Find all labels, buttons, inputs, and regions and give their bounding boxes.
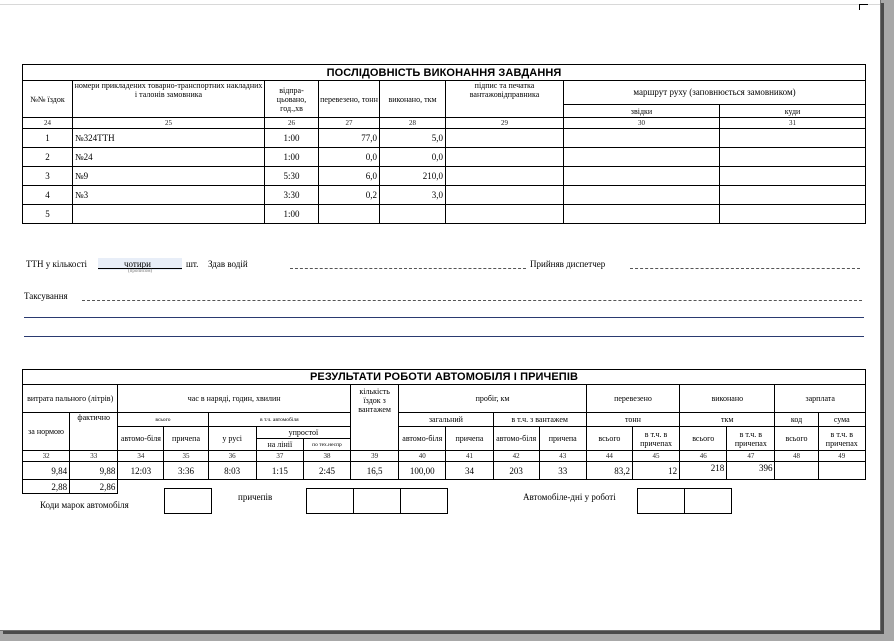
doc-number[interactable] — [73, 205, 265, 224]
crop-mark — [859, 4, 868, 10]
fuel-norm-value[interactable]: 9,84 — [23, 462, 70, 480]
doc-number[interactable]: №324ТТН — [73, 129, 265, 148]
trailer-code-box-2[interactable] — [353, 488, 401, 514]
hdr-tkm: ткм — [680, 413, 775, 427]
to-cell[interactable] — [720, 167, 866, 186]
trailer-code-box-1[interactable] — [306, 488, 354, 514]
loaded-trailer-value[interactable]: 33 — [539, 462, 586, 480]
doc-number[interactable]: №9 — [73, 167, 265, 186]
col-num: 49 — [818, 451, 865, 462]
fuel-fact-value-2[interactable]: 2,86 — [70, 480, 118, 494]
doc-number[interactable]: №3 — [73, 186, 265, 205]
car-days-label: Автомобіле-дні у роботі — [523, 492, 616, 502]
col-num: 46 — [680, 451, 727, 462]
tkm-value[interactable] — [380, 205, 446, 224]
hdr-worked: відпра-цьовано, год.,хв — [265, 81, 319, 118]
ttn-count-value[interactable]: чотири — [124, 259, 151, 269]
pcs-label: шт. — [186, 259, 199, 269]
loaded-car-value[interactable]: 203 — [493, 462, 539, 480]
from-cell[interactable] — [564, 186, 720, 205]
from-cell[interactable] — [564, 167, 720, 186]
tons-incl-value[interactable]: 12 — [632, 462, 679, 480]
to-cell[interactable] — [720, 186, 866, 205]
hdr-transported: перевезено, тонн — [319, 81, 380, 118]
col-num: 29 — [446, 118, 564, 129]
col-num: 25 — [73, 118, 265, 129]
mileage-trailer-value[interactable]: 34 — [446, 462, 493, 480]
code-value[interactable] — [775, 462, 818, 480]
trip-number: 2 — [23, 148, 73, 167]
dispatcher-label: Прийняв диспетчер — [530, 259, 606, 269]
taxing-line-3[interactable] — [24, 336, 864, 337]
hdr-moving: у русі — [208, 427, 256, 451]
time-trailer-value[interactable]: 3:36 — [164, 462, 208, 480]
car-days-box-2[interactable] — [684, 488, 732, 514]
hdr-trailer: причепа — [164, 427, 208, 451]
col-num: 40 — [399, 451, 446, 462]
table-row — [23, 186, 866, 205]
col-num: 32 — [23, 451, 70, 462]
results-table — [22, 369, 866, 494]
hdr-salary: зарплата — [775, 385, 866, 413]
hdr-done: виконано, ткм — [380, 81, 446, 118]
hdr-for-reasons: по тех.неспр — [303, 439, 350, 451]
moving-value[interactable]: 8:03 — [208, 462, 256, 480]
hdr-time-incl: в т.ч. автомобіля — [208, 413, 350, 427]
hdr-fuel-norm: за нормою — [23, 413, 70, 451]
col-num: 44 — [586, 451, 632, 462]
col-num: 36 — [208, 451, 256, 462]
table-row — [23, 129, 866, 148]
sign-cell[interactable] — [446, 205, 564, 224]
col-num: 48 — [775, 451, 818, 462]
col-num: 37 — [256, 451, 303, 462]
col-num: 41 — [446, 451, 493, 462]
sign-cell[interactable] — [446, 129, 564, 148]
taxing-line[interactable] — [82, 300, 862, 301]
from-cell[interactable] — [564, 148, 720, 167]
hdr-route: маршрут руху (заповнюється замовником) — [564, 81, 866, 105]
tkm-value[interactable]: 3,0 — [380, 186, 446, 205]
idle-line-value[interactable]: 1:15 — [256, 462, 303, 480]
col-num: 39 — [351, 451, 399, 462]
hdr-to: куди — [720, 105, 866, 118]
taxing-label: Таксування — [24, 291, 68, 301]
hdr-code-all: всього — [775, 427, 818, 451]
hdr-tkm-incl: в т.ч. в причепах — [727, 427, 775, 451]
driver-signature-line[interactable] — [290, 268, 526, 269]
hdr-time: час в наряді, годин, хвилин — [118, 385, 351, 413]
hdr-mileage-trailer: причепа — [446, 427, 493, 451]
hdr-car: автомо-біля — [118, 427, 164, 451]
ttn-count-label: ТТН у кількості — [26, 259, 88, 269]
col-num: 35 — [164, 451, 208, 462]
dispatcher-signature-line[interactable] — [630, 268, 860, 269]
fuel-fact-value[interactable]: 9,88 — [70, 462, 118, 480]
hdr-transported: перевезено — [586, 385, 679, 413]
trip-number: 3 — [23, 167, 73, 186]
hdr-docs: номери прикладених товарно-транспортних накладних і талонів замовника — [73, 81, 265, 118]
tkm-incl-value[interactable]: 396 — [727, 462, 775, 480]
hdr-code: код — [775, 413, 818, 427]
time-car-value[interactable]: 12:03 — [118, 462, 164, 480]
to-cell[interactable] — [720, 148, 866, 167]
worked-time[interactable]: 1:00 — [265, 148, 319, 167]
sign-cell[interactable] — [446, 167, 564, 186]
hdr-tons: тонн — [586, 413, 679, 427]
hdr-loaded-trailer: причепа — [539, 427, 586, 451]
hdr-fuel: витрата пального (літрів) — [23, 385, 118, 413]
col-num: 28 — [380, 118, 446, 129]
hdr-sign: підпис та печатка вантажовідправника — [446, 81, 564, 118]
task-sequence-table — [22, 64, 866, 224]
col-num: 33 — [70, 451, 118, 462]
table-row — [23, 148, 866, 167]
col-num: 24 — [23, 118, 73, 129]
from-cell[interactable] — [564, 205, 720, 224]
hdr-tons-all: всього — [586, 427, 632, 451]
hdr-sum: сума — [818, 413, 865, 427]
tkm-value[interactable]: 0,0 — [380, 148, 446, 167]
hdr-sum-incl: в т.ч. в причепах — [818, 427, 865, 451]
hdr-on-line: на лінії — [256, 439, 303, 451]
col-num: 34 — [118, 451, 164, 462]
col-number-row — [23, 451, 866, 462]
tons-all-value[interactable]: 83,2 — [586, 462, 632, 480]
trip-number: 4 — [23, 186, 73, 205]
trips-value[interactable]: 16,5 — [351, 462, 399, 480]
hdr-trips: кількість їздок з вантажем — [351, 385, 399, 451]
table-row — [23, 462, 866, 480]
col-num: 38 — [303, 451, 350, 462]
fuel-norm-value-2[interactable]: 2,88 — [23, 480, 70, 494]
tkm-all-value[interactable]: 218 — [680, 462, 727, 480]
hdr-fuel-fact: фактично — [70, 413, 118, 451]
worked-time[interactable]: 3:30 — [265, 186, 319, 205]
hdr-loaded: в т.ч. з вантажем — [493, 413, 586, 427]
hdr-mileage: пробіг, км — [399, 385, 587, 413]
trailers-label: причепів — [238, 492, 273, 502]
trip-number: 5 — [23, 205, 73, 224]
tons-value[interactable]: 77,0 — [319, 129, 380, 148]
car-days-box-1[interactable] — [637, 488, 685, 514]
col-num: 27 — [319, 118, 380, 129]
col-num: 30 — [564, 118, 720, 129]
from-cell[interactable] — [564, 129, 720, 148]
worked-time[interactable]: 5:30 — [265, 167, 319, 186]
hdr-done: виконано — [680, 385, 775, 413]
sign-cell[interactable] — [446, 148, 564, 167]
sum-value[interactable] — [818, 462, 865, 480]
col-num: 45 — [632, 451, 679, 462]
col-num: 42 — [493, 451, 539, 462]
col-number-row — [23, 118, 866, 129]
trailer-code-box-3[interactable] — [401, 488, 448, 514]
taxing-line-2[interactable] — [24, 317, 864, 318]
tons-value[interactable] — [319, 205, 380, 224]
sign-cell[interactable] — [446, 186, 564, 205]
hdr-mileage-car: автомо-біля — [399, 427, 446, 451]
top-border-line — [0, 4, 880, 5]
col-num: 43 — [539, 451, 586, 462]
codes-label: Коди марок автомобіля — [40, 500, 129, 510]
worked-time[interactable]: 1:00 — [265, 129, 319, 148]
col-num: 31 — [720, 118, 866, 129]
idle-reasons-value[interactable]: 2:45 — [303, 462, 350, 480]
mileage-car-value[interactable]: 100,00 — [399, 462, 446, 480]
doc-number[interactable]: №24 — [73, 148, 265, 167]
driver-label: Здав водій — [208, 259, 248, 269]
hdr-loaded-car: автомо-біля — [493, 427, 539, 451]
table-row — [23, 205, 866, 224]
table-row — [23, 167, 866, 186]
col-num: 26 — [265, 118, 319, 129]
hdr-tkm-all: всього — [680, 427, 727, 451]
table2-title: РЕЗУЛЬТАТИ РОБОТИ АВТОМОБІЛЯ І ПРИЧЕПІВ — [23, 370, 866, 385]
car-code-box[interactable] — [164, 488, 212, 514]
worked-time[interactable]: 1:00 — [265, 205, 319, 224]
to-cell[interactable] — [720, 129, 866, 148]
hdr-general: загальний — [399, 413, 493, 427]
hdr-trip-no: №№ їздок — [23, 81, 73, 118]
hdr-from: звідки — [564, 105, 720, 118]
tons-value[interactable]: 0,2 — [319, 186, 380, 205]
trip-number: 1 — [23, 129, 73, 148]
ttn-hint: (прописом) — [128, 269, 153, 274]
table1-title: ПОСЛІДОВНІСТЬ ВИКОНАННЯ ЗАВДАННЯ — [23, 65, 866, 81]
tons-value[interactable]: 0,0 — [319, 148, 380, 167]
to-cell[interactable] — [720, 205, 866, 224]
tons-value[interactable]: 6,0 — [319, 167, 380, 186]
hdr-idle: упростої — [256, 427, 350, 439]
tkm-value[interactable]: 5,0 — [380, 129, 446, 148]
tkm-value[interactable]: 210,0 — [380, 167, 446, 186]
hdr-tons-incl: в т.ч. в причепах — [632, 427, 679, 451]
col-num: 47 — [727, 451, 775, 462]
hdr-time-total: всього — [118, 413, 208, 427]
